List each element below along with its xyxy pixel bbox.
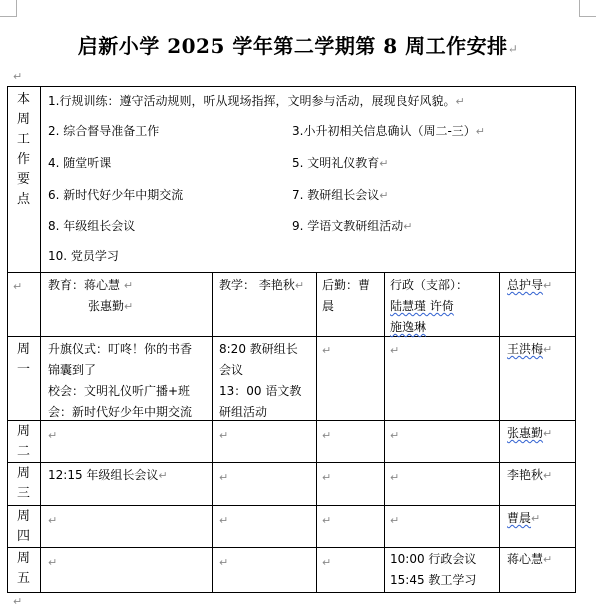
paragraph-mark-icon: ↵ [543,427,553,440]
cell-line: 李艳秋 [507,468,544,482]
paragraph-mark-icon: ↵ [13,70,23,83]
cell-line: 曹晨 [507,511,532,525]
paragraph-mark-icon: ↵ [543,343,553,356]
table-border [7,86,575,87]
key-point-item [292,121,572,142]
paragraph-mark-icon: ↵ [390,344,400,357]
paragraph-mark-icon: ↵ [379,189,389,202]
paragraph-mark-icon: ↵ [531,512,541,525]
thursday-duty-cell [507,508,573,529]
column-header-text: 张惠勤 [88,299,125,313]
key-point-text: 9. 学语文教研组活动 [292,219,404,233]
friday-admin-cell [390,549,498,591]
paragraph-mark-icon: ↵ [219,429,229,442]
page-corner-mark [0,0,17,17]
key-point-text: 5. 文明礼仪教育 [292,156,380,170]
paragraph-mark-icon: ↵ [390,471,400,484]
paragraph-mark-icon: ↵ [475,125,485,138]
monday-duty-cell [507,339,573,360]
table-border [7,272,575,273]
key-point-item [292,185,572,206]
paragraph-mark-icon: ↵ [403,220,413,233]
label-char: 周 [16,112,30,127]
day-char: 周 [16,466,30,481]
paragraph-mark-icon: ↵ [322,471,332,484]
paragraph-mark-icon: ↵ [219,556,229,569]
paragraph-mark-icon: ↵ [13,595,23,608]
cell-line: 研组活动 [219,405,268,419]
document-title-text: 启新小学 2025 学年第二学期第 8 周工作安排 [77,34,508,58]
column-header-text: 晨 [322,299,335,313]
paragraph-mark-icon: ↵ [322,514,332,527]
paragraph-mark-icon: ↵ [158,469,168,482]
column-header-teaching [219,275,315,296]
column-header-text: 行政（支部）： [390,278,469,292]
paragraph-mark-icon: ↵ [322,556,332,569]
table-border [7,462,575,463]
paragraph-mark-icon: ↵ [543,279,553,292]
cell-line: 8:20 教研组长 [219,342,298,356]
key-point-item: 4. 随堂听课 [48,156,112,170]
table-border [384,272,385,593]
paragraph-mark-icon: ↵ [390,514,400,527]
cell-line: 10:00 行政会议 [390,552,477,566]
cell-line: 12:15 年级组长会议 [48,468,159,482]
paragraph-mark-icon: ↵ [123,279,134,292]
column-header-admin [390,275,498,338]
day-label-monday [7,340,40,380]
day-char: 周 [16,509,30,524]
paragraph-mark-icon: ↵ [379,157,389,170]
tuesday-duty-cell [507,423,573,444]
paragraph-mark-icon: ↵ [543,553,553,566]
day-char: 四 [16,529,30,544]
paragraph-mark-icon: ↵ [322,344,332,357]
paragraph-mark-icon: ↵ [543,469,553,482]
column-header-logistics [322,275,382,317]
cell-line: 升旗仪式：叮咚！你的书香 [48,342,193,356]
label-char: 工 [16,132,30,147]
column-header-education [48,275,210,317]
key-point-item [292,153,572,174]
key-points-label [7,90,40,210]
cell-line: 张惠勤 [507,426,544,440]
monday-education-cell [48,339,210,423]
key-point-text: 3.小升初相关信息确认（周二-三） [292,124,476,138]
wednesday-duty-cell [507,465,573,486]
cell-line: 13：00 语文教 [219,384,302,398]
day-char: 周 [16,342,30,357]
column-header-duty [507,275,573,296]
document-title [0,30,596,59]
day-char: 一 [16,362,30,377]
table-border [212,272,213,593]
day-char: 三 [16,486,30,501]
label-char: 要 [16,172,30,187]
table-border [7,592,575,593]
paragraph-mark-icon: ↵ [219,471,229,484]
table-border [499,272,500,593]
day-char: 二 [16,444,30,459]
table-border [575,86,576,593]
day-char: 周 [16,424,30,439]
column-header-text: 施逸琳 [390,320,427,334]
day-label-wednesday [7,464,40,504]
day-label-thursday [7,507,40,547]
cell-line: 锦囊到了 [48,363,97,377]
key-point-item: 8. 年级组长会议 [48,219,136,233]
paragraph-mark-icon: ↵ [390,429,400,442]
key-point-item: 6. 新时代好少年中期交流 [48,188,184,202]
day-char: 周 [16,551,30,566]
paragraph-mark-icon: ↵ [322,429,332,442]
column-header-text: 陆慧瑾 许倚 [390,299,454,313]
table-border [7,505,575,506]
table-border [316,272,317,593]
cell-line: 校会：文明礼仪听广播+班 [48,384,191,398]
paragraph-mark-icon: ↵ [507,42,519,56]
paragraph-mark-icon: ↵ [219,514,229,527]
cell-line: 会议 [219,363,244,377]
paragraph-mark-icon: ↵ [455,95,465,108]
key-point-item [48,91,573,112]
paragraph-mark-icon: ↵ [48,429,58,442]
cell-line: 蒋心慧 [507,552,544,566]
wednesday-education-cell [48,465,210,486]
day-char: 五 [16,571,30,586]
page-corner-mark [579,0,596,17]
key-point-item: 10. 党员学习 [48,249,119,263]
key-point-text: 7. 教研组长会议 [292,188,380,202]
cell-line: 15:45 教工学习 [390,573,477,587]
column-header-text: 总护导 [507,278,544,292]
label-char: 作 [16,152,30,167]
table-border [7,547,575,548]
table-border [40,86,41,593]
column-header-text: 后勤：曹 [322,278,371,292]
paragraph-mark-icon: ↵ [13,280,23,293]
column-header-text: 教学： 李艳秋 [219,278,295,292]
cell-line: 会：新时代好少年中期交流 [48,405,193,419]
monday-teaching-cell [219,339,315,423]
paragraph-mark-icon: ↵ [124,300,134,313]
key-point-text: 1.行规训练：遵守活动规则，听从现场指挥，文明参与活动，展现良好风貌。 [48,94,456,108]
paragraph-mark-icon: ↵ [294,279,305,292]
day-label-tuesday [7,422,40,462]
paragraph-mark-icon: ↵ [48,556,58,569]
cell-line: 王洪梅 [507,342,544,356]
paragraph-mark-icon: ↵ [48,514,58,527]
label-char: 本 [16,92,30,107]
key-point-item: 2. 综合督导准备工作 [48,124,160,138]
day-label-friday [7,549,40,589]
friday-duty-cell [507,549,573,570]
column-header-text: 教育：蒋心慧 [48,278,121,292]
key-point-item [292,216,572,237]
label-char: 点 [16,192,30,207]
